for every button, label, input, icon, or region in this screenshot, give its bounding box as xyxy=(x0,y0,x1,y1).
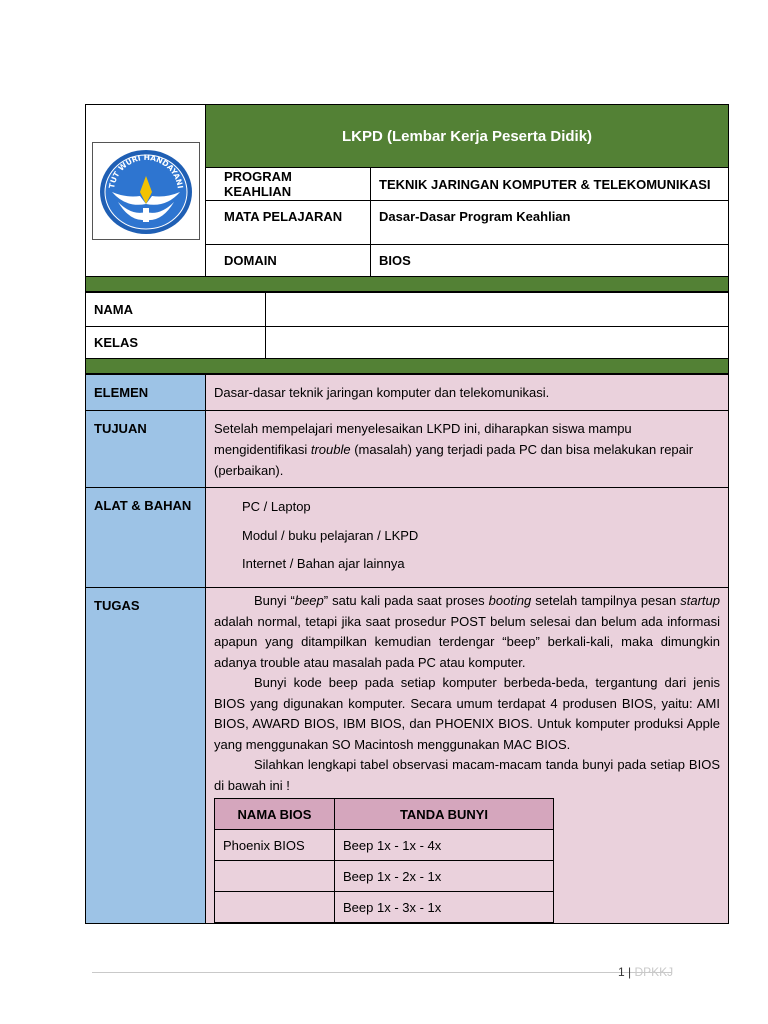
bios-name-cell[interactable] xyxy=(215,861,335,892)
content-table xyxy=(85,374,729,924)
table-row xyxy=(215,892,554,923)
tugas-content xyxy=(206,588,729,924)
mata-pelajaran-label: MATA PELAJARAN xyxy=(206,201,371,245)
tugas-paragraph-3: Silahkan lengkapi tabel observasi macam-macam tanda bunyi pada setiap BIOS di bawah ini ! xyxy=(214,757,720,793)
tujuan-text: Setelah mempelajari menyelesaikan LKPD ini, diharapkan siswa mampu mengidentifikasi trouble (masalah) yang terjadi pada PC dan bisa melakukan repair (perbaikan). xyxy=(206,411,729,488)
alat-bahan-list-cell xyxy=(206,488,729,588)
beep-code-cell: Beep 1x - 2x - 1x xyxy=(335,861,554,892)
tut-wuri-logo-icon xyxy=(96,146,196,236)
elemen-text: Dasar-dasar teknik jaringan komputer dan telekomunikasi. xyxy=(206,375,729,411)
program-keahlian-value: TEKNIK JARINGAN KOMPUTER & TELEKOMUNIKASI xyxy=(371,168,729,201)
page-footer xyxy=(618,965,673,979)
column-header-tanda-bunyi: TANDA BUNYI xyxy=(335,799,554,830)
program-keahlian-label: PROGRAM KEAHLIAN xyxy=(206,168,371,201)
header-table xyxy=(85,104,729,292)
bios-name-cell[interactable]: Phoenix BIOS xyxy=(215,830,335,861)
identity-table xyxy=(85,292,729,374)
mata-pelajaran-value: Dasar-Dasar Program Keahlian xyxy=(371,201,729,245)
tut-wuri-handayani-logo xyxy=(92,142,200,240)
logo-cell xyxy=(86,105,206,277)
column-header-nama-bios: NAMA BIOS xyxy=(215,799,335,830)
page-number: 1 xyxy=(618,965,625,979)
nama-label: NAMA xyxy=(86,293,266,327)
tugas-paragraph-1: Bunyi “beep” satu kali pada saat proses booting setelah tampilnya pesan startup adalah normal, tetapi jika saat prosedur POST belum selesai dan belum ada informasi apapun yang ditampilkan kemudian terdengar “beep” berkali-kali, maka dimungkin adanya trouble atau masalah pada PC atau komputer. xyxy=(214,593,720,670)
elemen-label: ELEMEN xyxy=(86,375,206,411)
tujuan-label: TUJUAN xyxy=(86,411,206,488)
beep-code-cell: Beep 1x - 3x - 1x xyxy=(335,892,554,923)
list-item: Modul / buku pelajaran / LKPD xyxy=(242,527,419,543)
alat-bahan-label: ALAT & BAHAN xyxy=(86,488,206,588)
tugas-paragraph-2: Bunyi kode beep pada setiap komputer berbeda-beda, tergantung dari jenis BIOS yang digunakan komputer. Secara umum terdapat 4 produsen BIOS, yaitu: AMI BIOS, AWARD BIOS, IBM BIOS, dan PHOENIX BIOS. Untuk komputer produksi Apple yang menggunakan SO Macintosh menggunakan MAC BIOS. xyxy=(214,675,720,752)
table-row xyxy=(215,861,554,892)
beep-code-cell: Beep 1x - 1x - 4x xyxy=(335,830,554,861)
nama-field[interactable] xyxy=(266,293,729,327)
domain-label: DOMAIN xyxy=(206,245,371,277)
alat-bahan-list xyxy=(214,493,720,579)
table-row xyxy=(215,830,554,861)
green-separator xyxy=(86,359,729,374)
list-item: Internet / Bahan ajar lainnya xyxy=(242,556,405,571)
kelas-label: KELAS xyxy=(86,327,266,359)
domain-value: BIOS xyxy=(371,245,729,277)
worksheet-title: LKPD (Lembar Kerja Peserta Didik) xyxy=(206,105,729,168)
footer-label: DPKKJ xyxy=(634,965,674,979)
bios-name-cell[interactable] xyxy=(215,892,335,923)
green-separator xyxy=(86,277,729,292)
lkpd-worksheet xyxy=(85,104,729,924)
svg-text:TUT WURI HANDAYANI: TUT WURI HANDAYANI xyxy=(106,152,185,189)
footer-separator: | xyxy=(628,965,632,979)
list-item: PC / Laptop xyxy=(242,499,311,514)
footer-divider xyxy=(92,972,672,973)
kelas-field[interactable] xyxy=(266,327,729,359)
tugas-label: TUGAS xyxy=(86,588,206,924)
observation-table xyxy=(214,798,554,923)
